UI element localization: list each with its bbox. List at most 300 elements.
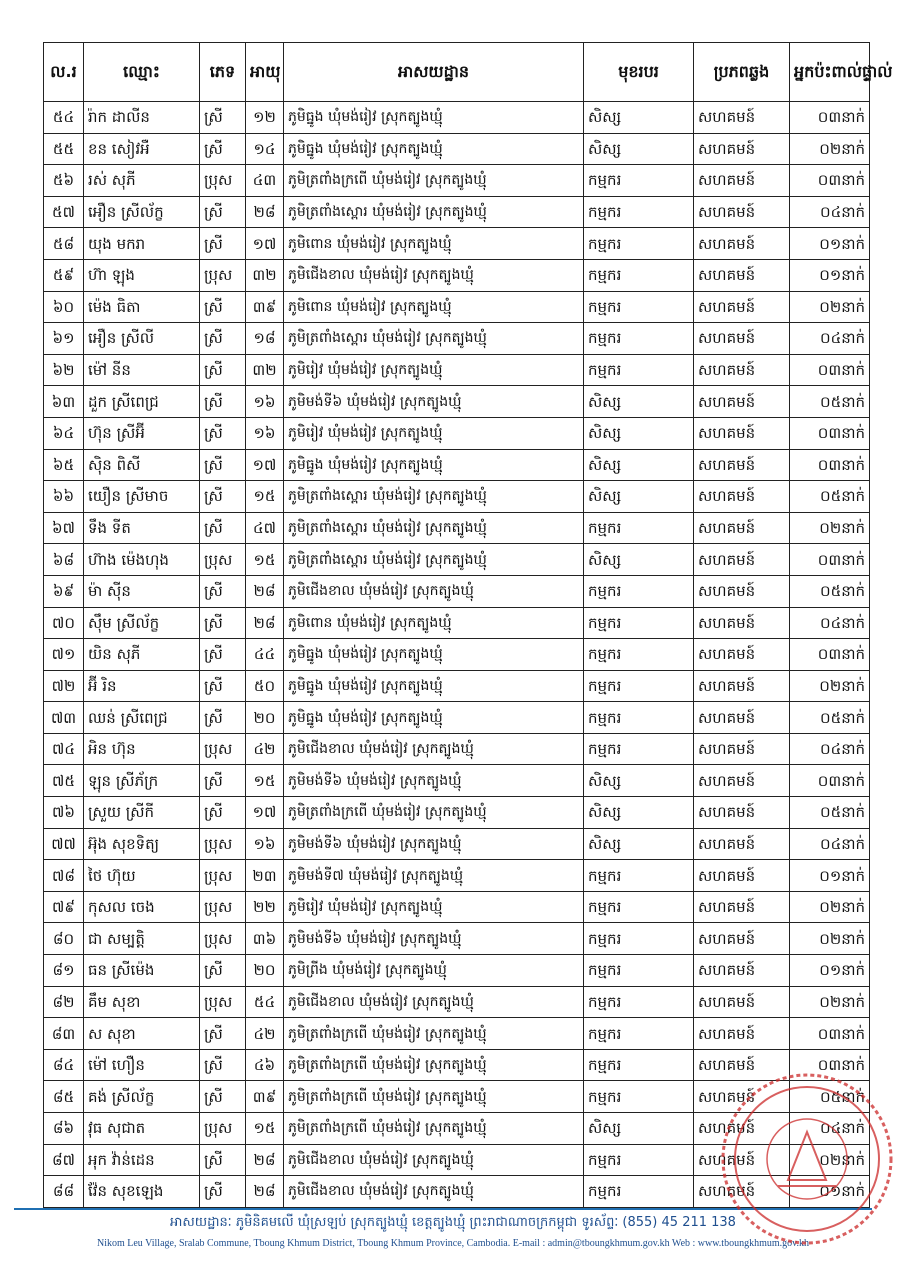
row-contacts: ០៣នាក់ xyxy=(790,544,870,576)
row-name: គឹម សុខា xyxy=(84,986,200,1018)
row-number: ៨៥ xyxy=(44,1081,84,1113)
row-address: ភូមិជើងខាល ឃុំមង់រៀវ ស្រុកត្បូងឃ្មុំ xyxy=(284,1144,584,1176)
table-row xyxy=(44,544,870,576)
row-address: ភូមិត្រពាំងស្ពោរ ឃុំមង់រៀវ ស្រុកត្បូងឃ្មុំ xyxy=(284,481,584,513)
row-contacts: ០៥នាក់ xyxy=(790,481,870,513)
footer-address-english: Nikom Leu Village, Sralab Commune, Tboung Khmum District, Tboung Khmum Province, Cambodia. E-mail : admin@tboungkhmum.gov.kh Web : www.tboungkhmum.gov.kh xyxy=(96,1238,809,1249)
row-contacts: ០៣នាក់ xyxy=(790,354,870,386)
table-row xyxy=(44,291,870,323)
row-contacts: ០១នាក់ xyxy=(790,228,870,260)
row-number: ៧៤ xyxy=(44,733,84,765)
row-age: ៤៦ xyxy=(246,1049,284,1081)
row-sex: ស្រី xyxy=(200,228,246,260)
row-sex: ស្រី xyxy=(200,955,246,987)
table-row xyxy=(44,354,870,386)
row-sex: ស្រី xyxy=(200,1018,246,1050)
row-source: សហគមន៍ xyxy=(694,481,790,513)
row-name: វុធ សុជាត xyxy=(84,1113,200,1145)
row-contacts: ០២នាក់ xyxy=(790,670,870,702)
row-number: ៦២ xyxy=(44,354,84,386)
row-contacts: ០២នាក់ xyxy=(790,986,870,1018)
row-address: ភូមិជើងខាល ឃុំមង់រៀវ ស្រុកត្បូងឃ្មុំ xyxy=(284,986,584,1018)
row-occupation: កម្មករ xyxy=(584,259,694,291)
row-contacts: ០៥នាក់ xyxy=(790,702,870,734)
table-row xyxy=(44,797,870,829)
row-address: ភូមិពោន ឃុំមង់រៀវ ស្រុកត្បូងឃ្មុំ xyxy=(284,607,584,639)
row-name: អឿន ស្រីលី xyxy=(84,323,200,355)
row-source: សហគមន៍ xyxy=(694,544,790,576)
row-contacts: ០៤នាក់ xyxy=(790,1113,870,1145)
row-name: ជា សម្បត្តិ xyxy=(84,923,200,955)
row-number: ៧១ xyxy=(44,639,84,671)
row-name: ហ៊ាង ម៉េងហុង xyxy=(84,544,200,576)
row-occupation: កម្មករ xyxy=(584,860,694,892)
table-row xyxy=(44,639,870,671)
row-age: ២៣ xyxy=(246,860,284,892)
row-number: ៦០ xyxy=(44,291,84,323)
table-row xyxy=(44,259,870,291)
row-address: ភូមិធ្នូង ឃុំមង់រៀវ ស្រុកត្បូងឃ្មុំ xyxy=(284,449,584,481)
row-contacts: ០៤នាក់ xyxy=(790,733,870,765)
row-age: ៤៧ xyxy=(246,512,284,544)
row-address: ភូមិត្រពាំងក្រពើ ឃុំមង់រៀវ ស្រុកត្បូងឃ្មុំ xyxy=(284,165,584,197)
row-occupation: កម្មករ xyxy=(584,354,694,386)
row-address: ភូមិមង់ទី៦ ឃុំមង់រៀវ ស្រុកត្បូងឃ្មុំ xyxy=(284,765,584,797)
row-source: សហគមន៍ xyxy=(694,386,790,418)
row-number: ៨៣ xyxy=(44,1018,84,1050)
row-address: ភូមិជើងខាល ឃុំមង់រៀវ ស្រុកត្បូងឃ្មុំ xyxy=(284,259,584,291)
row-contacts: ០១នាក់ xyxy=(790,259,870,291)
row-name: គង់ ស្រីល័ក្ខ xyxy=(84,1081,200,1113)
row-contacts: ០១នាក់ xyxy=(790,860,870,892)
row-occupation: សិស្ស xyxy=(584,828,694,860)
row-source: សហគមន៍ xyxy=(694,986,790,1018)
row-source: សហគមន៍ xyxy=(694,733,790,765)
row-age: ២០ xyxy=(246,702,284,734)
row-age: ៤៣ xyxy=(246,165,284,197)
row-name: យិន សុភី xyxy=(84,639,200,671)
row-address: ភូមិធ្នូង ឃុំមង់រៀវ ស្រុកត្បូងឃ្មុំ xyxy=(284,102,584,134)
table-row xyxy=(44,165,870,197)
row-sex: ស្រី xyxy=(200,765,246,797)
row-source: សហគមន៍ xyxy=(694,639,790,671)
row-source: សហគមន៍ xyxy=(694,354,790,386)
row-number: ៧៨ xyxy=(44,860,84,892)
row-address: ភូមិមង់ទី៦ ឃុំមង់រៀវ ស្រុកត្បូងឃ្មុំ xyxy=(284,828,584,860)
table-row xyxy=(44,481,870,513)
case-table xyxy=(43,42,893,1208)
row-sex: ស្រី xyxy=(200,1049,246,1081)
row-address: ភូមិត្រពាំងក្រពើ ឃុំមង់រៀវ ស្រុកត្បូងឃ្មុំ xyxy=(284,1113,584,1145)
row-sex: ស្រី xyxy=(200,481,246,513)
row-age: ៥០ xyxy=(246,670,284,702)
row-source: សហគមន៍ xyxy=(694,228,790,260)
header-name: ឈ្មោះ xyxy=(84,43,200,102)
row-number: ៧៧ xyxy=(44,828,84,860)
row-number: ៧៦ xyxy=(44,797,84,829)
row-source: សហគមន៍ xyxy=(694,165,790,197)
row-name: ឡុន ស្រីភ័ក្រ xyxy=(84,765,200,797)
row-age: ២៨ xyxy=(246,196,284,228)
row-source: សហគមន៍ xyxy=(694,575,790,607)
row-source: សហគមន៍ xyxy=(694,291,790,323)
table-header xyxy=(44,43,893,102)
row-name: យឿន ស្រីមាច xyxy=(84,481,200,513)
row-contacts: ០៣នាក់ xyxy=(790,1049,870,1081)
row-address: ភូមិមង់ទី៦ ឃុំមង់រៀវ ស្រុកត្បូងឃ្មុំ xyxy=(284,923,584,955)
row-number: ៨៦ xyxy=(44,1113,84,1145)
row-sex: ស្រី xyxy=(200,639,246,671)
row-name: ម៉ៅ នីន xyxy=(84,354,200,386)
row-sex: ប្រុស xyxy=(200,891,246,923)
header-contacts: អ្នកប៉ះពាល់ផ្ទាល់ xyxy=(790,43,870,102)
row-sex: ស្រី xyxy=(200,133,246,165)
row-address: ភូមិជើងខាល ឃុំមង់រៀវ ស្រុកត្បូងឃ្មុំ xyxy=(284,1176,584,1208)
row-occupation: កម្មករ xyxy=(584,702,694,734)
footer-address-khmer: អាសយដ្ឋានៈ ភូមិនិគមលើ ឃុំស្រឡប់ ស្រុកត្បូងឃ្មុំ ខេត្តត្បូងឃ្មុំ ព្រះរាជាណាចក្រកម្ពុជា ទូរស័ព្ទៈ (855) 45 211 138 xyxy=(170,1215,736,1230)
row-name: វ៉ែន សុខឡេង xyxy=(84,1176,200,1208)
row-source: សហគមន៍ xyxy=(694,512,790,544)
row-sex: ស្រី xyxy=(200,512,246,544)
row-contacts: ០៥នាក់ xyxy=(790,386,870,418)
table-row xyxy=(44,607,870,639)
table-row xyxy=(44,417,870,449)
row-sex: ស្រី xyxy=(200,607,246,639)
row-number: ៨៤ xyxy=(44,1049,84,1081)
row-number: ៦៣ xyxy=(44,386,84,418)
row-name: អ៊ុង សុខទិត្យ xyxy=(84,828,200,860)
row-age: ១៥ xyxy=(246,544,284,576)
row-occupation: កម្មករ xyxy=(584,986,694,1018)
row-occupation: កម្មករ xyxy=(584,639,694,671)
row-sex: ស្រី xyxy=(200,102,246,134)
row-age: ៤៤ xyxy=(246,639,284,671)
row-age: ១៥ xyxy=(246,1113,284,1145)
row-name: អ៊ី រិន xyxy=(84,670,200,702)
row-name: កុសល ចេង xyxy=(84,891,200,923)
row-number: ៧២ xyxy=(44,670,84,702)
row-source: សហគមន៍ xyxy=(694,607,790,639)
row-sex: ស្រី xyxy=(200,449,246,481)
row-number: ៥៥ xyxy=(44,133,84,165)
row-number: ៥៧ xyxy=(44,196,84,228)
row-contacts: ០៣នាក់ xyxy=(790,102,870,134)
table-row xyxy=(44,955,870,987)
row-sex: ស្រី xyxy=(200,196,246,228)
row-address: ភូមិត្រពាំងក្រពើ ឃុំមង់រៀវ ស្រុកត្បូងឃ្មុំ xyxy=(284,1049,584,1081)
row-sex: ស្រី xyxy=(200,291,246,323)
row-age: ៣២ xyxy=(246,354,284,386)
row-sex: ប្រុស xyxy=(200,259,246,291)
row-source: សហគមន៍ xyxy=(694,1144,790,1176)
row-source: សហគមន៍ xyxy=(694,828,790,860)
row-sex: ស្រី xyxy=(200,702,246,734)
row-name: យុង មករា xyxy=(84,228,200,260)
row-occupation: សិស្ស xyxy=(584,765,694,797)
row-number: ៧៣ xyxy=(44,702,84,734)
row-number: ៧០ xyxy=(44,607,84,639)
row-occupation: សិស្ស xyxy=(584,797,694,829)
row-age: ២២ xyxy=(246,891,284,923)
row-occupation: កម្មករ xyxy=(584,733,694,765)
row-occupation: សិស្ស xyxy=(584,481,694,513)
row-source: សហគមន៍ xyxy=(694,860,790,892)
row-contacts: ០៤នាក់ xyxy=(790,323,870,355)
row-sex: ស្រី xyxy=(200,323,246,355)
row-occupation: កម្មករ xyxy=(584,291,694,323)
row-name: ម៉េង ធិតា xyxy=(84,291,200,323)
table-row xyxy=(44,449,870,481)
row-sex: ប្រុស xyxy=(200,544,246,576)
row-contacts: ០២នាក់ xyxy=(790,1144,870,1176)
row-age: ១២ xyxy=(246,102,284,134)
row-occupation: សិស្ស xyxy=(584,386,694,418)
row-contacts: ០២នាក់ xyxy=(790,291,870,323)
row-sex: ប្រុស xyxy=(200,1113,246,1145)
row-age: ២៨ xyxy=(246,1144,284,1176)
row-address: ភូមិត្រពាំងស្ពោរ ឃុំមង់រៀវ ស្រុកត្បូងឃ្មុំ xyxy=(284,544,584,576)
row-name: អឿន ស្រីល័ក្ខ xyxy=(84,196,200,228)
row-sex: ប្រុស xyxy=(200,733,246,765)
row-contacts: ០២នាក់ xyxy=(790,923,870,955)
row-source: សហគមន៍ xyxy=(694,797,790,829)
row-source: សហគមន៍ xyxy=(694,1113,790,1145)
header-address: អាសយដ្ឋាន xyxy=(284,43,584,102)
row-source: សហគមន៍ xyxy=(694,891,790,923)
header-source: ប្រភពឆ្លង xyxy=(694,43,790,102)
row-number: ៨១ xyxy=(44,955,84,987)
row-age: ២៨ xyxy=(246,1176,284,1208)
document-sheet xyxy=(43,42,893,1208)
header-sex: ភេទ xyxy=(200,43,246,102)
row-age: ១៧ xyxy=(246,228,284,260)
row-name: ម៉ា ស៊ីន xyxy=(84,575,200,607)
row-number: ៧៥ xyxy=(44,765,84,797)
row-age: ២០ xyxy=(246,955,284,987)
row-number: ៨០ xyxy=(44,923,84,955)
row-occupation: កម្មករ xyxy=(584,196,694,228)
row-occupation: កម្មករ xyxy=(584,891,694,923)
row-source: សហគមន៍ xyxy=(694,1176,790,1208)
row-number: ៦៩ xyxy=(44,575,84,607)
row-address: ភូមិមង់ទី៧ ឃុំមង់រៀវ ស្រុកត្បូងឃ្មុំ xyxy=(284,860,584,892)
table-row xyxy=(44,512,870,544)
table-row xyxy=(44,228,870,260)
row-contacts: ០១នាក់ xyxy=(790,1176,870,1208)
row-number: ៨២ xyxy=(44,986,84,1018)
row-address: ភូមិមង់ទី៦ ឃុំមង់រៀវ ស្រុកត្បូងឃ្មុំ xyxy=(284,386,584,418)
row-address: ភូមិត្រពាំងស្ពោរ ឃុំមង់រៀវ ស្រុកត្បូងឃ្មុំ xyxy=(284,196,584,228)
row-number: ៨៨ xyxy=(44,1176,84,1208)
row-address: ភូមិរៀវ ឃុំមង់រៀវ ស្រុកត្បូងឃ្មុំ xyxy=(284,354,584,386)
table-row xyxy=(44,733,870,765)
row-occupation: សិស្ស xyxy=(584,449,694,481)
row-occupation: កម្មករ xyxy=(584,1049,694,1081)
table-row xyxy=(44,323,870,355)
row-name: ឈន់ ស្រីពេជ្រ xyxy=(84,702,200,734)
row-number: ៨៧ xyxy=(44,1144,84,1176)
row-sex: ស្រី xyxy=(200,1176,246,1208)
row-number: ៧៩ xyxy=(44,891,84,923)
row-contacts: ០៥នាក់ xyxy=(790,1081,870,1113)
row-source: សហគមន៍ xyxy=(694,670,790,702)
row-number: ៦៦ xyxy=(44,481,84,513)
row-age: ១៦ xyxy=(246,386,284,418)
row-sex: ស្រី xyxy=(200,1081,246,1113)
row-source: សហគមន៍ xyxy=(694,102,790,134)
row-number: ៥៩ xyxy=(44,259,84,291)
table-row xyxy=(44,923,870,955)
table-body xyxy=(44,102,870,1208)
row-occupation: កម្មករ xyxy=(584,1176,694,1208)
row-number: ៥៨ xyxy=(44,228,84,260)
table-row xyxy=(44,670,870,702)
row-sex: ប្រុស xyxy=(200,165,246,197)
row-address: ភូមិរៀវ ឃុំមង់រៀវ ស្រុកត្បូងឃ្មុំ xyxy=(284,417,584,449)
row-age: ១៦ xyxy=(246,828,284,860)
row-age: ៣៦ xyxy=(246,923,284,955)
row-sex: ប្រុស xyxy=(200,828,246,860)
table-row xyxy=(44,765,870,797)
row-address: ភូមិរៀវ ឃុំមង់រៀវ ស្រុកត្បូងឃ្មុំ xyxy=(284,891,584,923)
row-address: ភូមិជើងខាល ឃុំមង់រៀវ ស្រុកត្បូងឃ្មុំ xyxy=(284,733,584,765)
row-contacts: ០១នាក់ xyxy=(790,955,870,987)
row-age: ៤២ xyxy=(246,1018,284,1050)
row-age: ១៦ xyxy=(246,417,284,449)
header-no: ល.រ xyxy=(44,43,84,102)
row-age: ៤២ xyxy=(246,733,284,765)
row-address: ភូមិត្រពាំងក្រពើ ឃុំមង់រៀវ ស្រុកត្បូងឃ្មុំ xyxy=(284,797,584,829)
row-source: សហគមន៍ xyxy=(694,1049,790,1081)
row-name: ដួក ស្រីពេជ្រ xyxy=(84,386,200,418)
row-age: ២៨ xyxy=(246,575,284,607)
table-row xyxy=(44,102,870,134)
row-address: ភូមិពោន ឃុំមង់រៀវ ស្រុកត្បូងឃ្មុំ xyxy=(284,291,584,323)
row-address: ភូមិត្រពាំងក្រពើ ឃុំមង់រៀវ ស្រុកត្បូងឃ្មុំ xyxy=(284,1081,584,1113)
row-name: ស្រួយ ស្រីកី xyxy=(84,797,200,829)
row-contacts: ០៣នាក់ xyxy=(790,417,870,449)
row-address: ភូមិពោន ឃុំមង់រៀវ ស្រុកត្បូងឃ្មុំ xyxy=(284,228,584,260)
row-source: សហគមន៍ xyxy=(694,449,790,481)
row-contacts: ០៥នាក់ xyxy=(790,575,870,607)
header-age: អាយុ xyxy=(246,43,284,102)
row-occupation: សិស្ស xyxy=(584,1113,694,1145)
row-sex: ស្រី xyxy=(200,797,246,829)
row-address: ភូមិជើងខាល ឃុំមង់រៀវ ស្រុកត្បូងឃ្មុំ xyxy=(284,575,584,607)
row-age: ៣២ xyxy=(246,259,284,291)
table-row xyxy=(44,986,870,1018)
row-source: សហគមន៍ xyxy=(694,765,790,797)
row-source: សហគមន៍ xyxy=(694,1081,790,1113)
row-contacts: ០៤នាក់ xyxy=(790,196,870,228)
table-row xyxy=(44,133,870,165)
row-source: សហគមន៍ xyxy=(694,702,790,734)
row-age: ១៥ xyxy=(246,765,284,797)
row-age: ១៤ xyxy=(246,133,284,165)
row-sex: ប្រុស xyxy=(200,923,246,955)
row-address: ភូមិត្រពាំងស្ពោរ ឃុំមង់រៀវ ស្រុកត្បូងឃ្មុំ xyxy=(284,323,584,355)
row-contacts: ០៣នាក់ xyxy=(790,165,870,197)
row-number: ៦៤ xyxy=(44,417,84,449)
row-name: ស៊ឹម ស្រីល័ក្ខ xyxy=(84,607,200,639)
row-source: សហគមន៍ xyxy=(694,1018,790,1050)
row-name: អិន ហ៊ុន xyxy=(84,733,200,765)
table-row xyxy=(44,575,870,607)
row-contacts: ០៤នាក់ xyxy=(790,607,870,639)
row-address: ភូមិធ្នូង ឃុំមង់រៀវ ស្រុកត្បូងឃ្មុំ xyxy=(284,133,584,165)
row-occupation: កម្មករ xyxy=(584,1081,694,1113)
row-source: សហគមន៍ xyxy=(694,955,790,987)
row-source: សហគមន៍ xyxy=(694,196,790,228)
row-name: ខន សៀវអឺ xyxy=(84,133,200,165)
row-occupation: សិស្ស xyxy=(584,544,694,576)
row-occupation: សិស្ស xyxy=(584,102,694,134)
row-number: ៦១ xyxy=(44,323,84,355)
row-source: សហគមន៍ xyxy=(694,323,790,355)
row-number: ៥៦ xyxy=(44,165,84,197)
row-sex: ប្រុស xyxy=(200,860,246,892)
row-sex: ស្រី xyxy=(200,575,246,607)
table-row xyxy=(44,1018,870,1050)
row-age: ២៨ xyxy=(246,607,284,639)
row-number: ៦៥ xyxy=(44,449,84,481)
row-occupation: កម្មករ xyxy=(584,923,694,955)
row-occupation: កម្មករ xyxy=(584,228,694,260)
row-sex: ស្រី xyxy=(200,1144,246,1176)
row-sex: ប្រុស xyxy=(200,986,246,1018)
row-occupation: កម្មករ xyxy=(584,1144,694,1176)
table-row xyxy=(44,702,870,734)
table-row xyxy=(44,891,870,923)
row-age: ១៧ xyxy=(246,449,284,481)
row-number: ៦៨ xyxy=(44,544,84,576)
row-occupation: កម្មករ xyxy=(584,323,694,355)
row-contacts: ០៣នាក់ xyxy=(790,449,870,481)
table-row xyxy=(44,196,870,228)
row-occupation: កម្មករ xyxy=(584,575,694,607)
row-name: ថៃ ហ៊ុយ xyxy=(84,860,200,892)
row-occupation: កម្មករ xyxy=(584,955,694,987)
official-seal-stamp xyxy=(718,1070,896,1248)
row-contacts: ០២នាក់ xyxy=(790,891,870,923)
row-occupation: កម្មករ xyxy=(584,165,694,197)
row-contacts: ០៣នាក់ xyxy=(790,1018,870,1050)
row-age: ៥៤ xyxy=(246,986,284,1018)
row-address: ភូមិត្រពាំងក្រពើ ឃុំមង់រៀវ ស្រុកត្បូងឃ្មុំ xyxy=(284,1018,584,1050)
row-source: សហគមន៍ xyxy=(694,259,790,291)
row-address: ភូមិធ្នូង ឃុំមង់រៀវ ស្រុកត្បូងឃ្មុំ xyxy=(284,670,584,702)
row-occupation: កម្មករ xyxy=(584,1018,694,1050)
row-age: ១៧ xyxy=(246,797,284,829)
table-row xyxy=(44,860,870,892)
row-number: ៥៤ xyxy=(44,102,84,134)
row-contacts: ០៣នាក់ xyxy=(790,639,870,671)
row-name: ទឹង ទីត xyxy=(84,512,200,544)
row-name: ស សុខា xyxy=(84,1018,200,1050)
row-age: ៣៩ xyxy=(246,291,284,323)
table-row xyxy=(44,386,870,418)
row-contacts: ០៥នាក់ xyxy=(790,797,870,829)
row-source: សហគមន៍ xyxy=(694,923,790,955)
row-sex: ស្រី xyxy=(200,417,246,449)
row-contacts: ០៣នាក់ xyxy=(790,765,870,797)
row-occupation: សិស្ស xyxy=(584,417,694,449)
row-name: រស់ សុភី xyxy=(84,165,200,197)
row-address: ភូមិធ្នូង ឃុំមង់រៀវ ស្រុកត្បូងឃ្មុំ xyxy=(284,639,584,671)
row-name: អុក វ៉ាន់ដេន xyxy=(84,1144,200,1176)
row-name: ធន ស្រីម៉េង xyxy=(84,955,200,987)
row-number: ៦៧ xyxy=(44,512,84,544)
